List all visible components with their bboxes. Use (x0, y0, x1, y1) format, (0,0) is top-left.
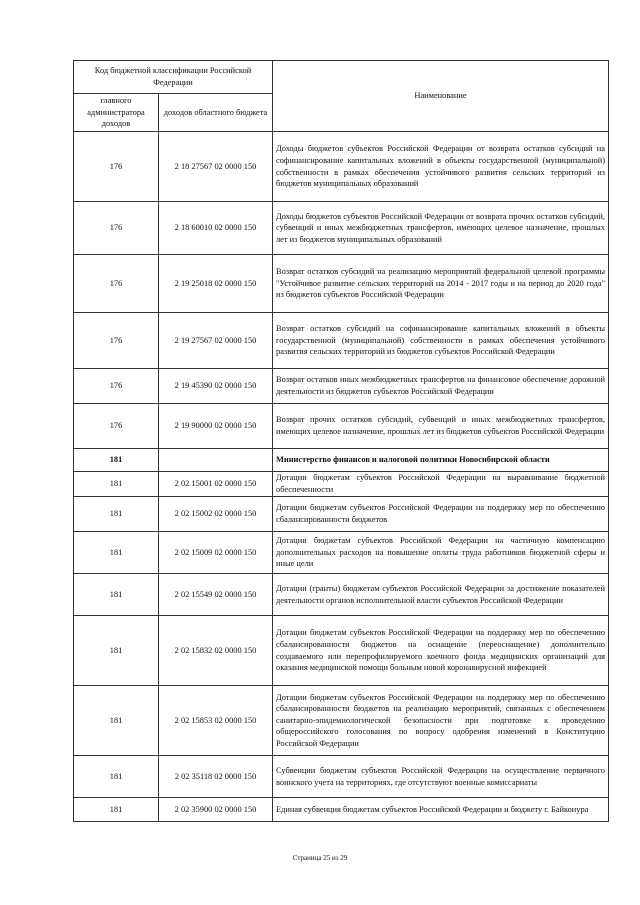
table-row (74, 756, 609, 798)
name-cell: Возврат прочих остатков субсидий, субвенций и иных межбюджетных трансфертов, имеющих целевое назначение, прошлых лет из бюджетов субъектов Российской Федерации (273, 404, 609, 449)
name-cell: Дотации бюджетам субъектов Российской Федерации на поддержку мер по обеспечению сбалансированности бюджетов на оснащение (переоснащение) дополнительно создаваемого или перепрофилируемого коечного фонда медицинских организаций для оказания медицинской помощи больным новой коронавирусной инфекцией (273, 616, 609, 686)
income-code-cell: 2 02 15832 02 0000 150 (159, 616, 273, 686)
header-row-1 (74, 61, 609, 94)
admin-code-cell: 181 (74, 574, 159, 616)
table-row (74, 132, 609, 202)
income-code-cell: 2 18 60010 02 0000 150 (159, 202, 273, 255)
name-cell: Возврат остатков иных межбюджетных трансфертов на финансовое обеспечение дорожной деятельности из бюджетов субъектов Российской Федерации (273, 369, 609, 404)
name-cell: Возврат остатков субсидий на софинансирование капитальных вложений в объекты государственной (муниципальной) собственности в рамках обеспечения устойчивого развития сельских территорий из бюджетов субъектов Российской Федерации (273, 313, 609, 369)
name-cell: Дотации бюджетам субъектов Российской Федерации на выравнивание бюджетной обеспеченности (273, 472, 609, 497)
header-admin: главного администратора доходов (74, 94, 159, 132)
income-code-cell: 2 02 35900 02 0000 150 (159, 798, 273, 822)
admin-code-cell: 181 (74, 686, 159, 756)
table-row (74, 313, 609, 369)
income-code-cell: 2 19 90000 02 0000 150 (159, 404, 273, 449)
table-row (74, 449, 609, 472)
admin-code-cell: 176 (74, 202, 159, 255)
admin-code-cell: 181 (74, 616, 159, 686)
admin-code-cell: 176 (74, 404, 159, 449)
name-cell: Доходы бюджетов субъектов Российской Федерации от возврата прочих остатков субсидий, субвенций и иных межбюджетных трансфертов, имеющих целевое назначение, прошлых лет из бюджетов муниципальных образований (273, 202, 609, 255)
name-cell: Субвенции бюджетам субъектов Российской Федерации на осуществление первичного воинского учета на территориях, где отсутствуют военные комиссариаты (273, 756, 609, 798)
income-code-cell: 2 19 25018 02 0000 150 (159, 255, 273, 313)
income-code-cell: 2 02 15001 02 0000 150 (159, 472, 273, 497)
admin-code-cell: 176 (74, 132, 159, 202)
admin-code-cell: 181 (74, 532, 159, 574)
table-row (74, 369, 609, 404)
table-body (74, 132, 609, 822)
table-row (74, 202, 609, 255)
header-name: Наименование (273, 61, 609, 132)
admin-code-cell: 181 (74, 798, 159, 822)
table-row (74, 255, 609, 313)
page-footer: Страница 25 из 29 (292, 854, 348, 862)
admin-code-cell: 176 (74, 369, 159, 404)
table-row (74, 574, 609, 616)
income-code-cell: 2 18 27567 02 0000 150 (159, 132, 273, 202)
income-code-cell: 2 19 27567 02 0000 150 (159, 313, 273, 369)
table-row (74, 404, 609, 449)
name-cell: Дотации бюджетам субъектов Российской Федерации на частичную компенсацию дополнительных расходов на повышение оплаты труда работников бюджетной сферы и иные цели (273, 532, 609, 574)
table-row (74, 532, 609, 574)
admin-code-cell: 181 (74, 472, 159, 497)
name-cell: Доходы бюджетов субъектов Российской Федерации от возврата остатков субсидий на софинансирование капитальных вложений в объекты государственной (муниципальной) собственности в рамках обеспечения устойчивого развития сельских территорий из бюджетов муниципальных образований (273, 132, 609, 202)
income-code-cell: 2 02 15853 02 0000 150 (159, 686, 273, 756)
admin-code-cell: 181 (74, 497, 159, 532)
name-cell: Министерство финансов и налоговой политики Новосибирской области (273, 449, 609, 472)
admin-code-cell: 176 (74, 255, 159, 313)
income-code-cell (159, 449, 273, 472)
income-code-cell: 2 02 15002 02 0000 150 (159, 497, 273, 532)
table-row (74, 497, 609, 532)
income-code-cell: 2 02 15009 02 0000 150 (159, 532, 273, 574)
name-cell: Дотации бюджетам субъектов Российской Федерации на поддержку мер по обеспечению сбалансированности бюджетов (273, 497, 609, 532)
header-code-group: Код бюджетной классификации Российской Федерации (74, 61, 273, 94)
admin-code-cell: 181 (74, 756, 159, 798)
admin-code-cell: 176 (74, 313, 159, 369)
name-cell: Дотации (гранты) бюджетам субъектов Российской Федерации за достижение показателей деятельности органов исполнительной власти субъектов Российской Федерации (273, 574, 609, 616)
income-code-cell: 2 02 15549 02 0000 150 (159, 574, 273, 616)
income-code-cell: 2 02 35118 02 0000 150 (159, 756, 273, 798)
table-row (74, 472, 609, 497)
name-cell: Возврат остатков субсидий на реализацию мероприятий федеральной целевой программы "Устойчивое развитие сельских территорий на 2014 - 2017 годы и на период до 2020 года" из бюджетов субъектов Российской Федерации (273, 255, 609, 313)
admin-code-cell: 181 (74, 449, 159, 472)
table-row (74, 616, 609, 686)
table-row (74, 686, 609, 756)
income-code-cell: 2 19 45390 02 0000 150 (159, 369, 273, 404)
budget-classification-table (73, 60, 609, 822)
header-income: доходов областного бюджета (159, 94, 273, 132)
name-cell: Дотации бюджетам субъектов Российской Федерации на поддержку мер по обеспечению сбалансированности бюджетов на реализацию мероприятий, связанных с обеспечением санитарно-эпидемиологической безопасности при подготовке к проведению общероссийского голосования по вопросу одобрения изменений в Конституцию Российской Федерации (273, 686, 609, 756)
name-cell: Единая субвенция бюджетам субъектов Российской Федерации и бюджету г. Байконура (273, 798, 609, 822)
table-row (74, 798, 609, 822)
